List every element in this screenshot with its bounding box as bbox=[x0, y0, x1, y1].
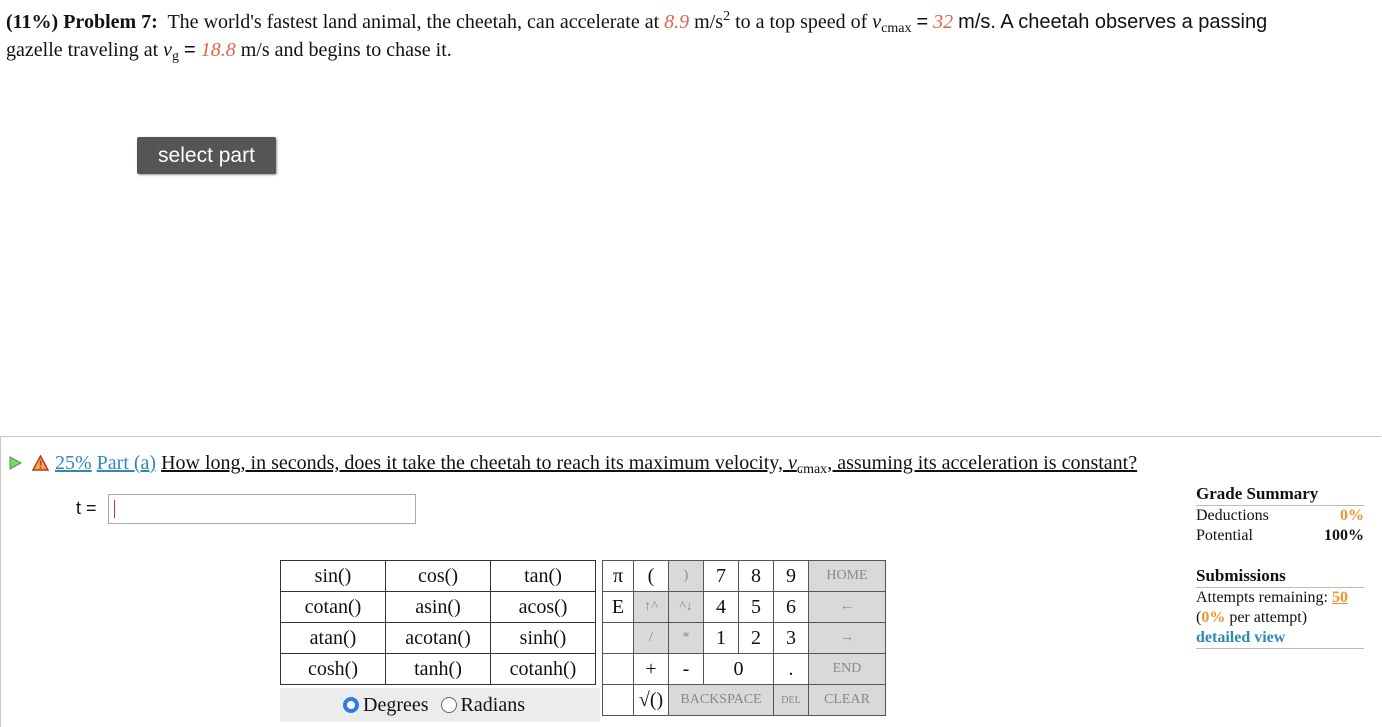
exp-up-button[interactable]: ↑^ bbox=[634, 592, 669, 623]
equals-sign-2: = bbox=[184, 39, 196, 61]
digit-2-button[interactable]: 2 bbox=[739, 623, 774, 654]
blank-key-2 bbox=[603, 654, 634, 685]
home-button[interactable]: HOME bbox=[809, 561, 886, 592]
answer-label: t = bbox=[76, 498, 97, 518]
equals-sign: = bbox=[916, 11, 929, 33]
expand-triangle-icon[interactable] bbox=[8, 456, 22, 470]
problem-text-1: The world's fastest land animal, the cheetah, can accelerate at bbox=[167, 11, 660, 33]
vg-variable: v bbox=[163, 39, 173, 61]
potential-label: Potential bbox=[1196, 527, 1253, 544]
tanh-button[interactable]: tanh() bbox=[386, 654, 491, 685]
grade-summary bbox=[1196, 484, 1364, 546]
vcmax-subscript: cmax bbox=[881, 21, 912, 36]
vg-value: 18.8 bbox=[200, 39, 236, 61]
part-a-question bbox=[161, 451, 1137, 475]
function-keypad bbox=[280, 560, 596, 685]
clear-button[interactable]: CLEAR bbox=[809, 685, 886, 716]
part-a-weight[interactable]: 25% bbox=[55, 452, 92, 474]
sqrt-button[interactable]: √() bbox=[634, 685, 669, 716]
blank-key-3 bbox=[603, 685, 634, 716]
digit-6-button[interactable]: 6 bbox=[774, 592, 809, 623]
e-button[interactable]: E bbox=[603, 592, 634, 623]
digit-3-button[interactable]: 3 bbox=[774, 623, 809, 654]
plus-button[interactable]: + bbox=[634, 654, 669, 685]
digit-0-button[interactable]: 0 bbox=[704, 654, 774, 685]
divide-button[interactable]: / bbox=[634, 623, 669, 654]
question-variable: v bbox=[787, 452, 797, 474]
submissions-title: Submissions bbox=[1196, 566, 1364, 588]
problem-weight: (11%) bbox=[6, 11, 59, 33]
part-a-header bbox=[8, 451, 1137, 475]
cos-button[interactable]: cos() bbox=[386, 561, 491, 592]
number-keypad bbox=[602, 560, 886, 716]
question-text-post: , assuming its acceleration is constant? bbox=[827, 452, 1138, 474]
problem-text-4: gazelle traveling at bbox=[6, 39, 159, 61]
cotan-button[interactable]: cotan() bbox=[281, 592, 386, 623]
radians-label: Radians bbox=[460, 693, 525, 716]
radians-radio[interactable] bbox=[441, 697, 457, 713]
acceleration-unit: m/s bbox=[694, 11, 724, 33]
deductions-label: Deductions bbox=[1196, 507, 1269, 524]
angle-mode-selector bbox=[280, 688, 600, 722]
end-button[interactable]: END bbox=[809, 654, 886, 685]
right-paren-button[interactable]: ) bbox=[669, 561, 704, 592]
question-text-pre: How long, in seconds, does it take the cheetah to reach its maximum velocity, bbox=[161, 452, 783, 474]
decimal-button[interactable]: . bbox=[774, 654, 809, 685]
question-subscript: cmax bbox=[796, 462, 828, 477]
grade-summary-title: Grade Summary bbox=[1196, 484, 1364, 506]
cotanh-button[interactable]: cotanh() bbox=[491, 654, 596, 685]
cosh-button[interactable]: cosh() bbox=[281, 654, 386, 685]
problem-label: Problem 7: bbox=[63, 11, 158, 33]
problem-text-2: to a top speed of bbox=[735, 11, 868, 33]
problem-text-5: m/s and begins to chase it. bbox=[240, 39, 452, 61]
cursor-left-button[interactable]: ← bbox=[809, 592, 886, 623]
answer-input[interactable] bbox=[108, 494, 416, 524]
attempts-label: Attempts remaining: bbox=[1196, 589, 1328, 606]
problem-text-3: m/s. A cheetah observes a passing bbox=[958, 11, 1268, 33]
digit-8-button[interactable]: 8 bbox=[739, 561, 774, 592]
per-attempt-open: ( bbox=[1196, 609, 1202, 626]
cursor-right-button[interactable]: → bbox=[809, 623, 886, 654]
acos-button[interactable]: acos() bbox=[491, 592, 596, 623]
vg-subscript: g bbox=[172, 49, 180, 64]
digit-9-button[interactable]: 9 bbox=[774, 561, 809, 592]
backspace-button[interactable]: BACKSPACE bbox=[669, 685, 774, 716]
per-attempt-label: per attempt) bbox=[1229, 609, 1308, 626]
select-part-button[interactable]: select part bbox=[137, 137, 276, 174]
degrees-label: Degrees bbox=[363, 693, 429, 716]
problem-statement bbox=[6, 8, 1366, 64]
warning-icon bbox=[32, 455, 49, 471]
delete-button[interactable]: DEL bbox=[774, 685, 809, 716]
digit-4-button[interactable]: 4 bbox=[704, 592, 739, 623]
vcmax-variable: v bbox=[872, 11, 882, 33]
sin-button[interactable]: sin() bbox=[281, 561, 386, 592]
per-attempt-value: 0% bbox=[1201, 609, 1226, 626]
digit-7-button[interactable]: 7 bbox=[704, 561, 739, 592]
part-a-label[interactable]: Part (a) bbox=[96, 452, 157, 474]
exp-down-button[interactable]: ^↓ bbox=[669, 592, 704, 623]
deductions-value: 0% bbox=[1340, 507, 1364, 524]
asin-button[interactable]: asin() bbox=[386, 592, 491, 623]
sinh-button[interactable]: sinh() bbox=[491, 623, 596, 654]
pi-button[interactable]: π bbox=[603, 561, 634, 592]
potential-value: 100% bbox=[1324, 527, 1364, 544]
detailed-view-link[interactable]: detailed view bbox=[1196, 628, 1364, 649]
digit-5-button[interactable]: 5 bbox=[739, 592, 774, 623]
tan-button[interactable]: tan() bbox=[491, 561, 596, 592]
atan-button[interactable]: atan() bbox=[281, 623, 386, 654]
acceleration-value: 8.9 bbox=[664, 11, 690, 33]
minus-button[interactable]: - bbox=[669, 654, 704, 685]
acceleration-exponent: 2 bbox=[723, 9, 731, 24]
vcmax-value: 32 bbox=[933, 11, 954, 33]
attempts-value: 50 bbox=[1331, 589, 1348, 606]
multiply-button[interactable]: * bbox=[669, 623, 704, 654]
blank-key-1 bbox=[603, 623, 634, 654]
text-caret bbox=[114, 500, 115, 518]
degrees-radio[interactable] bbox=[343, 697, 359, 713]
digit-1-button[interactable]: 1 bbox=[704, 623, 739, 654]
left-paren-button[interactable]: ( bbox=[634, 561, 669, 592]
submissions-panel bbox=[1196, 566, 1364, 649]
acotan-button[interactable]: acotan() bbox=[386, 623, 491, 654]
